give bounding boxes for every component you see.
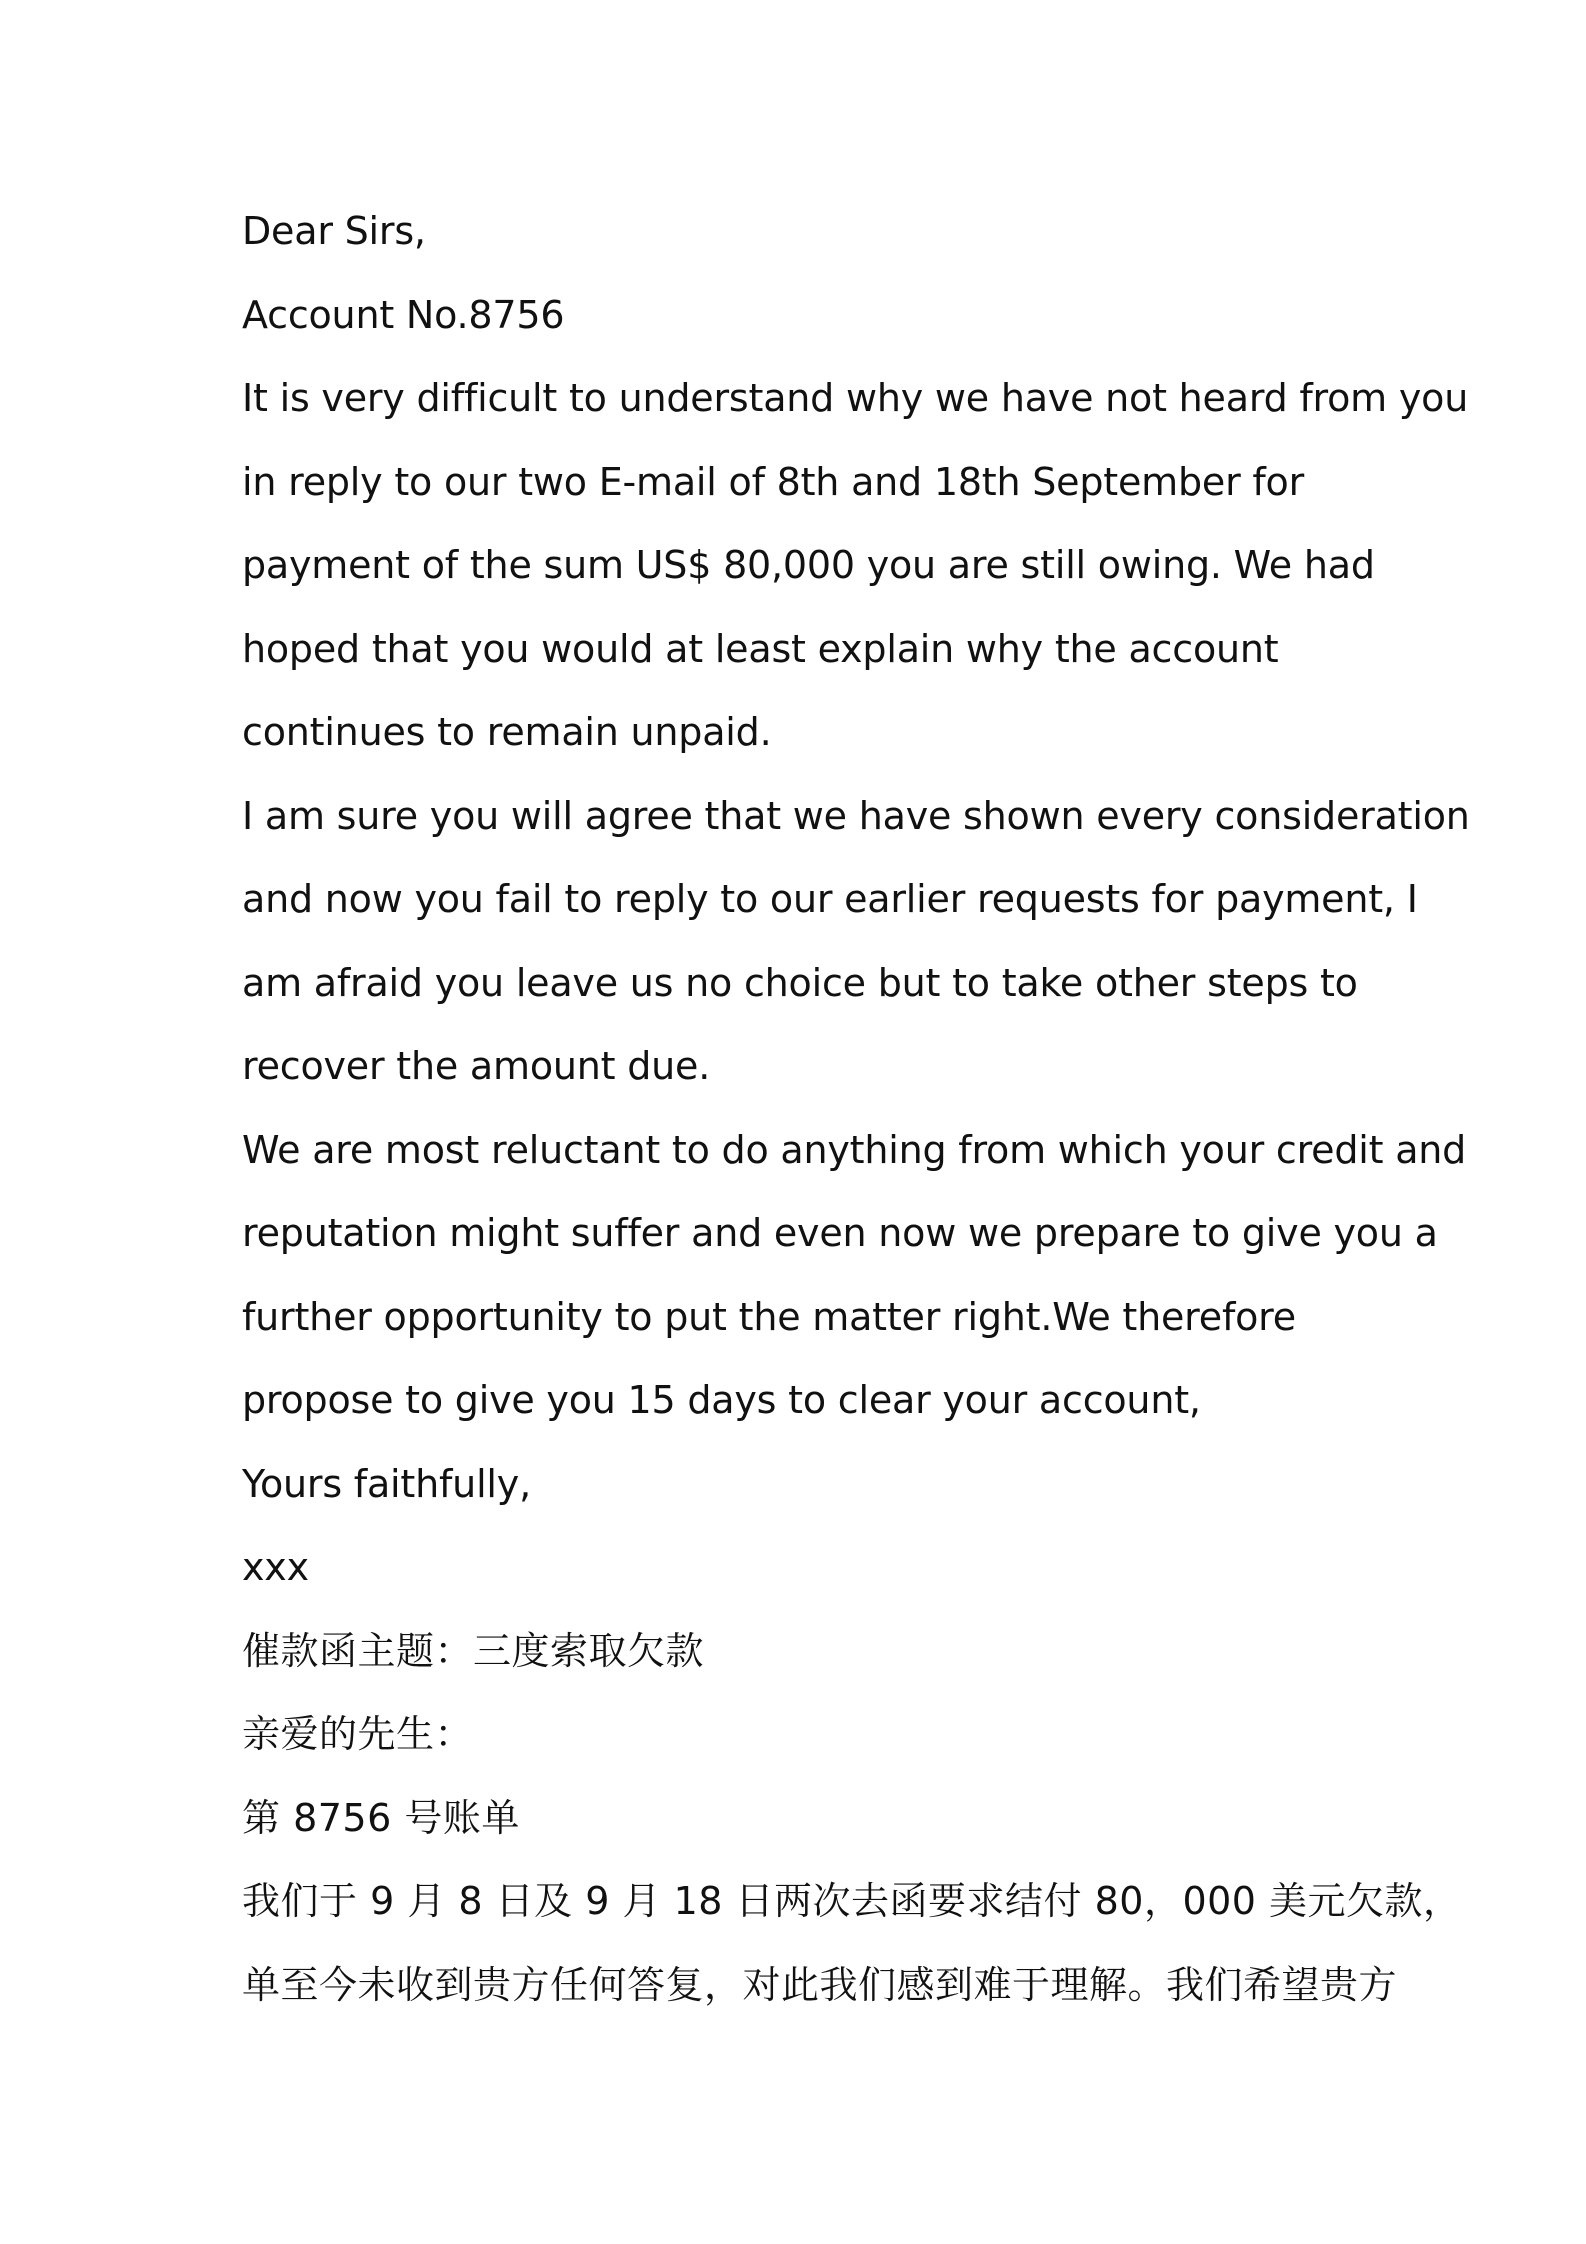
chinese-body-line-2: 单至今未收到贵方任何答复，对此我们感到难于理解。我们希望贵方 — [242, 1962, 1398, 2007]
account-number: Account No.8756 — [242, 292, 565, 337]
paragraph-1-line-4: hoped that you would at least explain why the account — [242, 626, 1279, 671]
paragraph-3-line-1: We are most reluctant to do anything from which your credit and — [242, 1127, 1467, 1172]
paragraph-2-line-1: I am sure you will agree that we have shown every consideration — [242, 793, 1470, 838]
chinese-body-line-1: 我们于 9 月 8 日及 9 月 18 日两次去函要求结付 80，000 美元欠款， — [242, 1879, 1462, 1923]
signature: xxx — [242, 1545, 309, 1589]
closing: Yours faithfully, — [242, 1461, 531, 1506]
paragraph-1-line-2: in reply to our two E-mail of 8th and 18th September for — [242, 459, 1305, 504]
chinese-account: 第 8756 号账单 — [242, 1795, 520, 1840]
chinese-salutation: 亲爱的先生： — [242, 1712, 474, 1756]
paragraph-2-line-2: and now you fail to reply to our earlier requests for payment, I — [242, 877, 1418, 921]
paragraph-3-line-4: propose to give you 15 days to clear your account, — [242, 1378, 1201, 1422]
paragraph-2-line-4: recover the amount due. — [242, 1044, 711, 1088]
paragraph-2-line-3: am afraid you leave us no choice but to take other steps to — [242, 960, 1358, 1005]
paragraph-3-line-2: reputation might suffer and even now we prepare to give you a — [242, 1211, 1438, 1255]
chinese-subject: 催款函主题：三度索取欠款 — [242, 1628, 705, 1673]
salutation: Dear Sirs, — [242, 209, 426, 253]
paragraph-1-line-3: payment of the sum US$ 80,000 you are still owing. We had — [242, 543, 1375, 587]
paragraph-1-line-1: It is very difficult to understand why we have not heard from you — [242, 376, 1469, 420]
paragraph-1-line-5: continues to remain unpaid. — [242, 710, 772, 754]
paragraph-3-line-3: further opportunity to put the matter right.We therefore — [242, 1294, 1296, 1339]
letter-body — [242, 190, 1470, 2027]
